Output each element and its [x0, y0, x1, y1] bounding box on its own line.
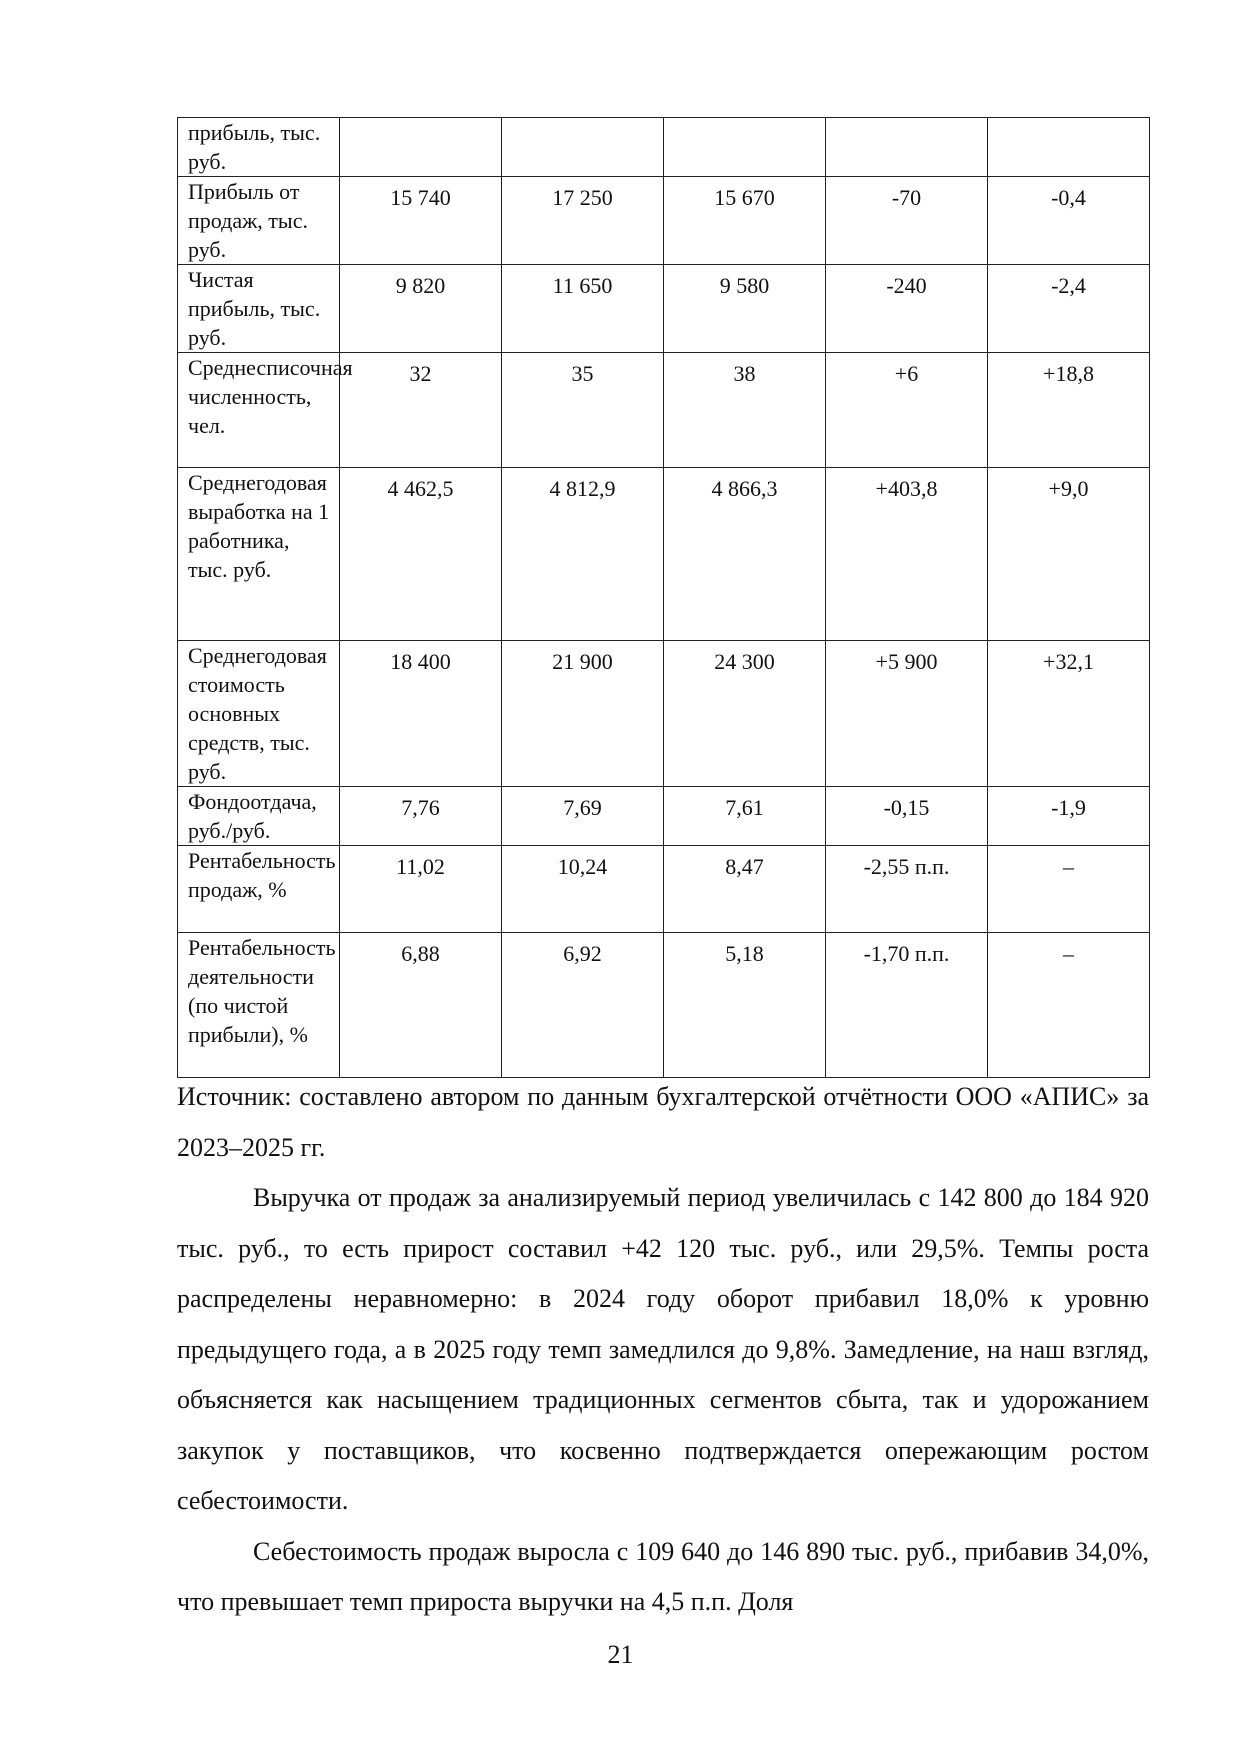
cell-value: 4 812,9: [502, 468, 664, 641]
cell-value: -0,15: [826, 787, 988, 846]
cell-value: +403,8: [826, 468, 988, 641]
cell-value: 11 650: [502, 265, 664, 353]
cell-value: 38: [664, 353, 826, 468]
cell-value: 6,92: [502, 933, 664, 1078]
table-body: [178, 118, 1150, 1078]
row-label: Рентабельность деятельности (по чистой прибыли), %: [178, 933, 340, 1078]
cell-value: [826, 118, 988, 177]
row-label: прибыль, тыс. руб.: [178, 118, 340, 177]
cell-value: 8,47: [664, 846, 826, 933]
table-row: [178, 846, 1150, 933]
table-row: [178, 353, 1150, 468]
cell-value: 7,69: [502, 787, 664, 846]
cell-value: 7,76: [340, 787, 502, 846]
cell-value: +6: [826, 353, 988, 468]
paragraph-revenue: Выручка от продаж за анализируемый период увеличилась с 142 800 до 184 920 тыс. руб., то есть прирост составил +42 120 тыс. руб., или 29,5%. Темпы роста распределены неравномерно: в 2024 году оборот прибавил 18,0% к уровню предыдущего года, а в 2025 году темп замедлился до 9,8%. Замедление, на наш взгляд, объясняется как насыщением традиционных сегментов сбыта, так и удорожанием закупок у поставщиков, что косвенно подтверждается опережающим ростом себестоимости.: [177, 1183, 1149, 1515]
cell-value: +9,0: [988, 468, 1150, 641]
cell-value: –: [988, 846, 1150, 933]
source-note: Источник: составлено автором по данным бухгалтерской отчётности ООО «АПИС» за 2023–2025 гг.: [177, 1082, 1149, 1162]
cell-value: 7,61: [664, 787, 826, 846]
cell-value: [502, 118, 664, 177]
cell-value: +18,8: [988, 353, 1150, 468]
indicators-table: [177, 117, 1150, 1078]
cell-value: 5,18: [664, 933, 826, 1078]
cell-value: 6,88: [340, 933, 502, 1078]
cell-value: 21 900: [502, 641, 664, 787]
cell-value: 4 866,3: [664, 468, 826, 641]
cell-value: -240: [826, 265, 988, 353]
cell-value: 17 250: [502, 177, 664, 265]
row-label: Фондоотдача, руб./руб.: [178, 787, 340, 846]
cell-value: 9 580: [664, 265, 826, 353]
row-label: Среднегодовая выработка на 1 работника, тыс. руб.: [178, 468, 340, 641]
row-label: Среднегодовая стоимость основных средств, тыс. руб.: [178, 641, 340, 787]
table-row: [178, 641, 1150, 787]
cell-value: -0,4: [988, 177, 1150, 265]
cell-value: 24 300: [664, 641, 826, 787]
cell-value: 9 820: [340, 265, 502, 353]
cell-value: 15 740: [340, 177, 502, 265]
table-row: [178, 787, 1150, 846]
row-label: Чистая прибыль, тыс. руб.: [178, 265, 340, 353]
table-row: [178, 933, 1150, 1078]
paragraph-cost: Себестоимость продаж выросла с 109 640 до 146 890 тыс. руб., прибавив 34,0%, что превышает темп прироста выручки на 4,5 п.п. Доля: [177, 1536, 1149, 1616]
cell-value: +32,1: [988, 641, 1150, 787]
cell-value: -70: [826, 177, 988, 265]
cell-value: 35: [502, 353, 664, 468]
cell-value: -2,55 п.п.: [826, 846, 988, 933]
table-row: [178, 468, 1150, 641]
cell-value: -1,9: [988, 787, 1150, 846]
cell-value: [340, 118, 502, 177]
table-row: [178, 118, 1150, 177]
cell-value: –: [988, 933, 1150, 1078]
cell-value: -2,4: [988, 265, 1150, 353]
table-row: [178, 177, 1150, 265]
cell-value: [988, 118, 1150, 177]
cell-value: +5 900: [826, 641, 988, 787]
cell-value: 15 670: [664, 177, 826, 265]
row-label: Среднесписочная численность, чел.: [178, 353, 340, 468]
cell-value: -1,70 п.п.: [826, 933, 988, 1078]
cell-value: 32: [340, 353, 502, 468]
cell-value: 11,02: [340, 846, 502, 933]
cell-value: 4 462,5: [340, 468, 502, 641]
body-text: [177, 1072, 1149, 1628]
cell-value: [664, 118, 826, 177]
row-label: Рентабельность продаж, %: [178, 846, 340, 933]
row-label: Прибыль от продаж, тыс. руб.: [178, 177, 340, 265]
table-row: [178, 265, 1150, 353]
cell-value: 18 400: [340, 641, 502, 787]
page-number: 21: [607, 1640, 634, 1669]
cell-value: 10,24: [502, 846, 664, 933]
